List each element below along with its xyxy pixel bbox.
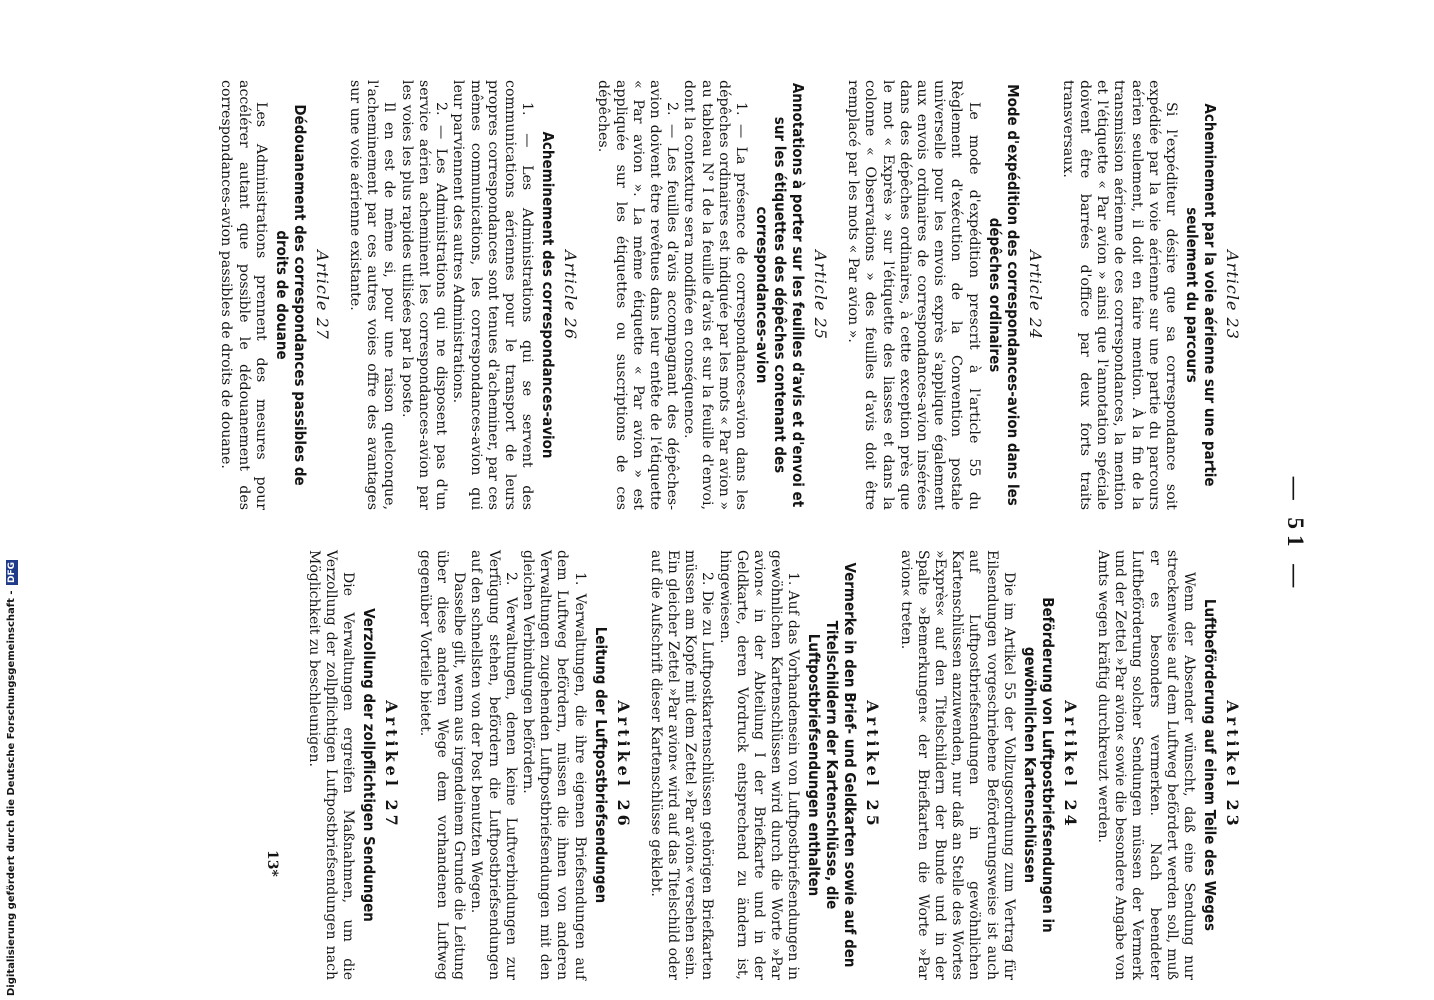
article-heading: Article 27	[312, 250, 332, 340]
paragraph: Die Verwaltungen ergreifen Maßnahmen, um die Verzollung der zollpflichtigen Luftpostbriefsendungen nach Möglichkeit zu beschleunigen.	[306, 550, 357, 980]
article-heading: Artikel 23	[1223, 700, 1242, 830]
article-title: Verzollung der zollpflichtigen Sendungen	[360, 608, 379, 922]
german-column	[305, 550, 1256, 980]
paragraph: 1. — Les Administrations qui se servent des communications aériennes pour le transport de leurs propres correspondances sont tenues d'acheminer, par ces mêmes communications, les correspondances-avion qui leur parviennent des autres Administrations.	[450, 80, 536, 510]
article-title: Mode d'expédition des correspondances-avion dans les dépêches ordinaires	[985, 84, 1022, 506]
paragraph: Dasselbe gilt, wenn aus irgendeinem Grunde die Leitung über diese anderen Wege dem vorhandenen Luftweg gegenüber Vorteile bietet.	[416, 550, 468, 980]
page-number: — 51 —	[1283, 476, 1308, 594]
article-title: Acheminement par la voie aérienne sur une partie seulement du parcours	[1183, 103, 1219, 487]
article-title: Leitung der Luftpostbriefsendungen	[591, 626, 610, 904]
sheet-signature: 13*	[264, 850, 280, 877]
rotated-page	[130, 80, 1320, 990]
article-heading: Article 26	[561, 250, 581, 340]
paragraph: Die im Artikel 55 der Vollzugsordnung zum Vertrag für Eilsendungen vorgeschriebene Beförderungsweise ist auch auf Luftpostbriefsendungen in gewöhnlichen Kartenschlüssen anzuwenden, nur daß an Stelle des Wortes »Exprès« auf den Titelschildern der Bunde und in der Spalte »Bemerkungen« der Briefkarten die Worte »Par avion« treten.	[897, 550, 1017, 980]
paragraph: Wenn der Absender wünscht, daß eine Sendung nur streckenweise auf dem Luftweg befördert werden soll, muß er es besonders vermerken. Nach beendeter Luftbeförderung solcher Sendungen müssen der Vermerk und der Zettel »Par avion« sowie die besondere Angabe von Amts wegen kräftig durchkreuzt werden.	[1094, 550, 1197, 980]
paragraph: 2. Verwaltungen, denen keine Luftverbindungen zur Verfügung stehen, befördern die Luftpostbriefsendungen auf den schnellsten von der Post benutzten Wegen.	[468, 550, 519, 980]
article-title: Dédouanement des correspondances passibles de droits de douane	[272, 104, 309, 486]
paragraph: Les Administrations prennent des mesures pour accélérer autant que possible le dédouanement des correspondances-avion passibles de droits de douane.	[218, 80, 269, 510]
dfg-logo-icon: DFG	[7, 562, 17, 584]
digitization-credit	[6, 556, 28, 996]
article-title: Beförderung von Luftpostbriefsendungen in gewöhnlichen Kartenschlüssen	[1020, 597, 1057, 933]
article-title: Acheminement des correspondances-avion	[539, 131, 558, 459]
paragraph: 1. Auf das Vorhandensein von Luftpostbriefsendungen in gewöhnlichen Kartenschlüssen wird durch die Worte »Par avion« in der Abteilung I der Briefkarte und in der Geldkarte, deren Vordruck entsprechend zu ändern ist, hingewiesen.	[716, 550, 802, 980]
article-heading: Article 24	[1025, 250, 1045, 340]
paragraph: 1. — La présence de correspondances-avion dans les dépêches ordinaires est indiquée par les mots « Par avion » au tableau N° I de la feuille d'avis et sur la feuille d'envoi, dont la contexture sera modifiée en conséquence.	[681, 80, 749, 510]
article-heading: Artikel 24	[1060, 700, 1080, 830]
paragraph: 1. Verwaltungen, die ihre eigenen Briefsendungen auf dem Luftweg befördern, müssen die ihnen von anderen Verwaltungen zugehenden Luftpostbriefsendungen mit den gleichen Verbindungen befördern.	[519, 550, 588, 980]
article-title: Luftbeförderung auf einem Teile des Weges	[1201, 598, 1219, 932]
article-title: Annotations à porter sur les feuilles d'avis et d'envoi et sur les étiquettes des dépêches contenant des correspondances-avion	[752, 82, 807, 508]
paragraph: Le mode d'expédition prescrit à l'article 55 du Règlement d'exécution de la Convention postale universelle pour les envois exprès s'applique également aux envois ordinaires de correspondances-avion insérées dans des dépêches ordinaires, à cette exception près que le mot « Exprès » sur l'étiquette des liasses et dans la colonne « Observations » des feuilles d'avis doit être remplacé par les mots « Par avion ».	[845, 80, 982, 510]
article-title: Vermerke in den Brief- und Geldkarten sowie auf den Titelschildern der Kartenschlüsse, die Luftpostbriefsendungen enthalten	[805, 562, 860, 968]
french-column	[217, 80, 1256, 510]
paragraph: 2. — Les Administrations qui ne disposent pas d'un service aérien acheminent les correspondances-avion par les voies les plus rapides utilisées par la poste.	[398, 80, 450, 510]
article-heading: Artikel 27	[382, 700, 402, 830]
credit-text: Digitalisierung gefördert durch die Deutsche Forschungsgemeinschaft -	[6, 587, 17, 996]
article-heading: Artikel 26	[613, 700, 633, 830]
paragraph: 2. — Les feuilles d'avis accompagnant des dépêches-avion doivent être revêtues dans leur entête de l'étiquette « Par avion ». La même étiquette « Par avion » est appliquée sur les étiquettes ou suscriptions de ces dépêches.	[595, 80, 681, 510]
paragraph: Si l'expéditeur désire que sa correspondance soit expédiée par la voie aérienne sur une partie du parcours aérien seulement, il doit en faire mention. À la fin de la transmission aérienne de ces correspondances, la mention et l'étiquette « Par avion » ainsi que l'annotation spéciale doivent être barrées d'office par deux forts traits transversaux.	[1059, 80, 1179, 510]
article-heading: Article 23	[1223, 250, 1242, 340]
article-heading: Article 25	[810, 250, 830, 340]
paragraph: 2. Die zu Luftpostkartenschlüssen gehörigen Briefkarten müssen am Kopfe mit dem Zettel »Par avion« versehen sein. Ein gleicher Zettel »Par avion« wird auf das Titelschild oder auf die Aufschrift dieser Kartenschlüsse geklebt.	[647, 550, 716, 980]
article-heading: Artikel 25	[863, 700, 883, 830]
paragraph: Il en est de même si, pour une raison quelconque, l'acheminement par ces autres voies offre des avantages sur une voie aérienne existante.	[347, 80, 398, 510]
